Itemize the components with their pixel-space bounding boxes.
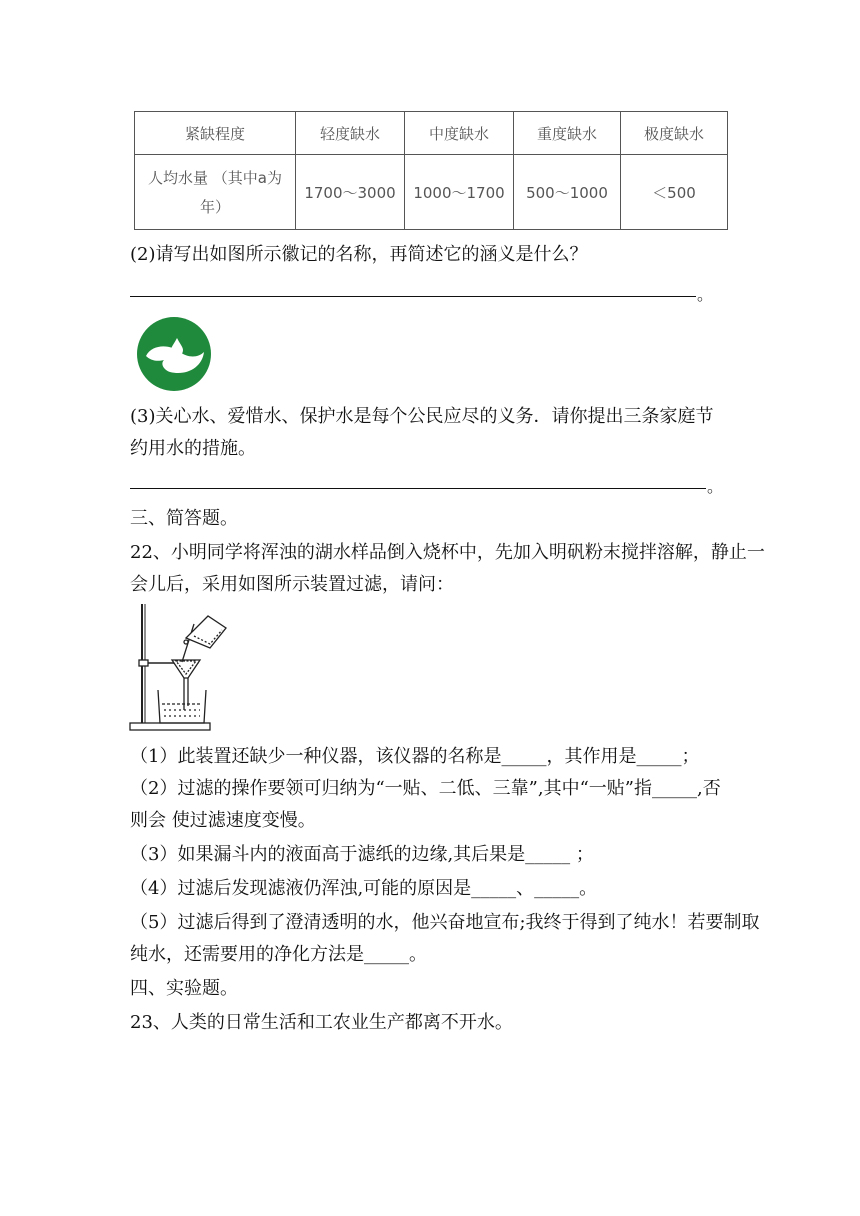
table-cell: ＜500 <box>621 155 728 230</box>
question-22-line1: 22、小明同学将浑浊的湖水样品倒入烧杯中，先加入明矾粉末搅拌溶解，静止一 <box>130 542 765 563</box>
table-cell: 500～1000 <box>514 155 621 230</box>
table-header-row <box>135 112 728 155</box>
question-22-sub2-line2: 则会 使过滤速度变慢。 <box>130 810 316 831</box>
table-header-cell: 中度缺水 <box>405 112 514 155</box>
question-23: 23、人类的日常生活和工农业生产都离不开水。 <box>130 1012 513 1033</box>
row-label-line1: 人均水量 （其中a为 <box>148 169 282 187</box>
row-label-line2: 年） <box>199 198 230 216</box>
water-scarcity-table <box>134 111 728 230</box>
question-21-3-line2: 约用水的措施。 <box>130 438 256 459</box>
section-heading: 四、实验题。 <box>130 978 238 999</box>
question-22-sub5-line2: 纯水，还需要用的净化方法是_____。 <box>130 944 427 965</box>
table-cell: 1000～1700 <box>405 155 514 230</box>
table-header-cell: 轻度缺水 <box>296 112 405 155</box>
question-21-2: (2)请写出如图所示徽记的名称，再简述它的涵义是什么？ <box>130 244 588 265</box>
table-header-cell: 重度缺水 <box>514 112 621 155</box>
question-22-sub5-line1: （5）过滤后得到了澄清透明的水，他兴奋地宣布;我终于得到了纯水！若要制取 <box>130 912 760 933</box>
question-22-sub1: （1）此装置还缺少一种仪器，该仪器的名称是_____，其作用是_____； <box>130 746 700 767</box>
table-cell: 1700～3000 <box>296 155 405 230</box>
table-row-label <box>135 155 296 230</box>
end-mark: 。 <box>707 477 724 496</box>
table-header-cell: 极度缺水 <box>621 112 728 155</box>
question-22-sub3: （3）如果漏斗内的液面高于滤纸的边缘,其后果是_____ ； <box>130 844 594 865</box>
answer-blank-line <box>130 296 696 297</box>
question-22-sub4: （4）过滤后发现滤液仍浑浊,可能的原因是_____、_____。 <box>130 878 598 899</box>
question-21-3-line1: (3)关心水、爱惜水、保护水是每个公民应尽的义务．请你提出三条家庭节 <box>130 406 714 427</box>
question-22-sub2-line1: （2）过滤的操作要领可归纳为“一贴、二低、三靠”,其中“一贴”指_____,否 <box>130 778 721 799</box>
table-row <box>135 155 728 230</box>
section-heading: 三、简答题。 <box>130 508 238 529</box>
end-mark: 。 <box>697 285 714 304</box>
filtration-apparatus-diagram <box>128 602 228 732</box>
answer-blank-line <box>130 488 706 489</box>
table-header-cell: 紧缺程度 <box>135 112 296 155</box>
water-saving-emblem-icon <box>136 316 212 392</box>
question-22-line2: 会儿后，采用如图所示装置过滤，请问： <box>130 574 454 595</box>
